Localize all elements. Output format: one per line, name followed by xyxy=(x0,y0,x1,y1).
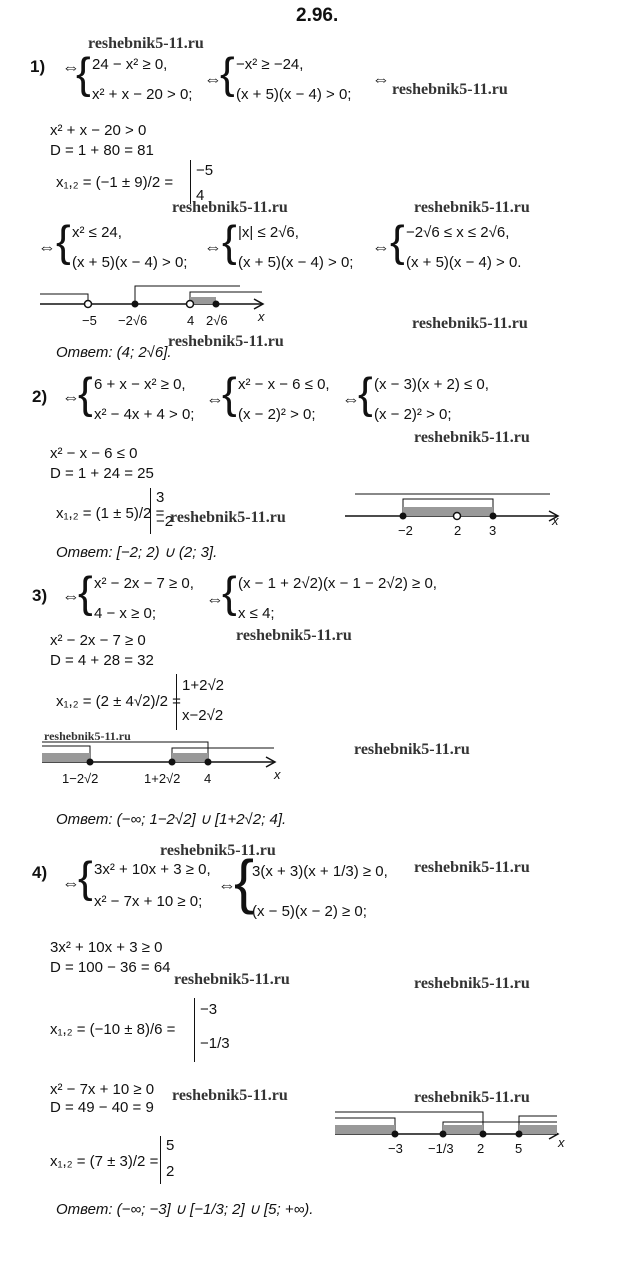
watermark: reshebnik5-11.ru xyxy=(88,35,204,52)
watermark: reshebnik5-11.ru xyxy=(414,1089,530,1106)
p1-root-2: 4 xyxy=(196,187,205,204)
system-brace: { xyxy=(78,369,93,418)
p1-sys2-line2: (x + 5)(x − 4) > 0; xyxy=(236,86,352,103)
iff-symbol: ⇔ xyxy=(204,237,222,257)
p1-work-line2: D = 1 + 80 = 81 xyxy=(50,142,154,159)
p2-sys2-line1: x² − x − 6 ≤ 0, xyxy=(238,376,330,393)
p4-root2-2: 2 xyxy=(166,1163,175,1180)
roots-bar xyxy=(176,674,177,730)
p4-work1-line2: D = 100 − 36 = 64 xyxy=(50,959,171,976)
watermark: reshebnik5-11.ru xyxy=(392,81,508,98)
problem-1-number: 1) xyxy=(30,57,46,76)
problem-3-number: 3) xyxy=(32,586,48,605)
p2-roots-label: x₁,₂ = (1 ± 5)/2 = xyxy=(56,505,165,522)
p1-work-line1: x² + x − 20 > 0 xyxy=(50,122,147,139)
page-title: 2.96. xyxy=(296,5,339,26)
p4-number-line xyxy=(335,1108,575,1144)
iff-symbol: ⇔ xyxy=(372,69,390,89)
axis-tick-label: 2 xyxy=(477,1141,485,1156)
p4-sys1-line1: 3x² + 10x + 3 ≥ 0, xyxy=(94,861,211,878)
p3-root-2: x−2√2 xyxy=(182,707,224,724)
axis-tick-label: −3 xyxy=(388,1141,403,1156)
system-brace: { xyxy=(222,369,237,418)
problem-4-number: 4) xyxy=(32,863,48,882)
axis-point-closed xyxy=(132,301,139,308)
system-brace: { xyxy=(222,568,237,617)
p1-sys4-line1: |x| ≤ 2√6, xyxy=(238,224,299,241)
p2-sys2-line2: (x − 2)² > 0; xyxy=(238,406,316,423)
axis-point-closed xyxy=(205,759,212,766)
p2-work-line2: D = 1 + 24 = 25 xyxy=(50,465,154,482)
p4-root1-2: −1/3 xyxy=(200,1035,230,1052)
roots-bar xyxy=(160,1136,161,1184)
p2-sys1-line1: 6 + x − x² ≥ 0, xyxy=(94,376,186,393)
p3-roots-label: x₁,₂ = (2 ± 4√2)/2 = xyxy=(56,693,181,710)
p2-sys3-line1: (x − 3)(x + 2) ≤ 0, xyxy=(374,376,489,393)
axis-point-closed xyxy=(400,513,407,520)
p2-root-2: −2 xyxy=(156,513,174,530)
p3-root-1: 1+2√2 xyxy=(182,677,225,694)
p1-answer: Ответ: (4; 2√6]. xyxy=(56,344,172,361)
p1-root-1: −5 xyxy=(196,162,214,179)
p4-work2-line1: x² − 7x + 10 ≥ 0 xyxy=(50,1081,155,1098)
axis-tick-label: −1/3 xyxy=(428,1141,454,1156)
iff-symbol: ⇔ xyxy=(204,69,222,89)
system-brace: { xyxy=(78,568,93,617)
p1-sys4-line2: (x + 5)(x − 4) > 0; xyxy=(238,254,354,271)
p2-answer: Ответ: [−2; 2) ∪ (2; 3]. xyxy=(56,544,218,561)
watermark: reshebnik5-11.ru xyxy=(414,975,530,992)
axis-tick-label: 5 xyxy=(515,1141,523,1156)
system-brace: { xyxy=(390,217,405,266)
roots-bar xyxy=(194,998,195,1062)
p3-sys1-line1: x² − 2x − 7 ≥ 0, xyxy=(94,575,194,592)
axis-point-closed xyxy=(87,759,94,766)
watermark: reshebnik5-11.ru xyxy=(170,509,286,526)
watermark: reshebnik5-11.ru xyxy=(414,859,530,876)
system-brace: { xyxy=(220,49,235,98)
p4-root1-1: −3 xyxy=(200,1001,218,1018)
axis-point-closed xyxy=(516,1131,523,1138)
p1-number-line xyxy=(40,282,280,322)
iff-symbol: ⇔ xyxy=(342,389,360,409)
watermark: reshebnik5-11.ru xyxy=(412,315,528,332)
watermark: reshebnik5-11.ru xyxy=(414,199,530,216)
iff-symbol: ⇔ xyxy=(372,237,390,257)
p2-root-1: 3 xyxy=(156,489,165,506)
watermark: reshebnik5-11.ru xyxy=(354,741,470,758)
iff-symbol: ⇔ xyxy=(62,57,80,77)
axis-tick-label: 1+2√2 xyxy=(144,771,181,786)
problem-2-number: 2) xyxy=(32,387,48,406)
p1-sys1-line1: 24 − x² ≥ 0, xyxy=(92,56,168,73)
p4-answer: Ответ: (−∞; −3] ∪ [−1/3; 2] ∪ [5; +∞). xyxy=(56,1201,314,1218)
roots-bar xyxy=(150,488,151,534)
axis-tick-label: −2 xyxy=(398,523,413,538)
watermark: reshebnik5-11.ru xyxy=(168,333,284,350)
p4-roots2-label: x₁,₂ = (7 ± 3)/2 = xyxy=(50,1153,159,1170)
watermark: reshebnik5-11.ru xyxy=(414,429,530,446)
p1-sys1-line2: x² + x − 20 > 0; xyxy=(92,86,193,103)
axis-point-open xyxy=(187,301,194,308)
axis-tick-label: 2 xyxy=(454,523,462,538)
axis-tick-label: −5 xyxy=(82,313,97,328)
roots-bar xyxy=(190,160,191,204)
axis-point-closed xyxy=(490,513,497,520)
iff-symbol: ⇔ xyxy=(62,873,80,893)
p3-sys2-line1: (x − 1 + 2√2)(x − 1 − 2√2) ≥ 0, xyxy=(238,575,437,592)
system-brace: { xyxy=(234,848,255,915)
axis-point-closed xyxy=(440,1131,447,1138)
p4-sys2-line2: (x − 5)(x − 2) ≥ 0; xyxy=(252,903,367,920)
system-brace: { xyxy=(56,217,71,266)
p3-sys2-line2: x ≤ 4; xyxy=(238,605,275,622)
iff-symbol: ⇔ xyxy=(206,589,224,609)
p1-sys5-line2: (x + 5)(x − 4) > 0. xyxy=(406,254,522,271)
p3-number-line xyxy=(42,738,292,772)
p1-roots-label: x₁,₂ = (−1 ± 9)/2 = xyxy=(56,174,174,191)
axis-tick-label: 4 xyxy=(204,771,212,786)
axis-point-closed xyxy=(392,1131,399,1138)
axis-point-closed xyxy=(169,759,176,766)
watermark: reshebnik5-11.ru xyxy=(160,842,276,859)
p3-work-line2: D = 4 + 28 = 32 xyxy=(50,652,154,669)
system-brace: { xyxy=(222,217,237,266)
axis-variable-label: x xyxy=(558,1135,565,1150)
p3-work-line1: x² − 2x − 7 ≥ 0 xyxy=(50,632,146,649)
watermark: reshebnik5-11.ru xyxy=(172,1087,288,1104)
system-brace: { xyxy=(78,853,93,902)
axis-tick-label: −2√6 xyxy=(118,313,148,328)
p4-root2-1: 5 xyxy=(166,1137,175,1154)
axis-tick-label: 4 xyxy=(187,313,195,328)
p1-sys5-line1: −2√6 ≤ x ≤ 2√6, xyxy=(406,224,510,241)
axis-tick-label: 1−2√2 xyxy=(62,771,99,786)
p1-sys3-line2: (x + 5)(x − 4) > 0; xyxy=(72,254,188,271)
p4-work2-line2: D = 49 − 40 = 9 xyxy=(50,1099,154,1116)
watermark: reshebnik5-11.ru xyxy=(236,627,352,644)
axis-variable-label: x xyxy=(258,309,265,324)
p2-sys3-line2: (x − 2)² > 0; xyxy=(374,406,452,423)
p3-answer: Ответ: (−∞; 1−2√2] ∪ [1+2√2; 4]. xyxy=(56,811,287,828)
p1-sys3-line1: x² ≤ 24, xyxy=(72,224,122,241)
axis-variable-label: x xyxy=(274,767,281,782)
iff-symbol: ⇔ xyxy=(62,387,80,407)
axis-point-closed xyxy=(213,301,220,308)
iff-symbol: ⇔ xyxy=(62,586,80,606)
system-brace: { xyxy=(358,369,373,418)
watermark: reshebnik5-11.ru xyxy=(174,971,290,988)
watermark: reshebnik5-11.ru xyxy=(44,729,131,743)
p2-number-line xyxy=(345,490,575,526)
watermark: reshebnik5-11.ru xyxy=(172,199,288,216)
iff-symbol: ⇔ xyxy=(218,875,236,895)
p3-sys1-line2: 4 − x ≥ 0; xyxy=(94,605,157,622)
p2-sys1-line2: x² − 4x + 4 > 0; xyxy=(94,406,195,423)
axis-variable-label: x xyxy=(552,513,559,528)
axis-point-open xyxy=(85,301,92,308)
axis-tick-label: 2√6 xyxy=(206,313,228,328)
p4-work1-line1: 3x² + 10x + 3 ≥ 0 xyxy=(50,939,163,956)
iff-symbol: ⇔ xyxy=(206,389,224,409)
axis-point-closed xyxy=(480,1131,487,1138)
p1-sys2-line1: −x² ≥ −24, xyxy=(236,56,304,73)
p2-work-line1: x² − x − 6 ≤ 0 xyxy=(50,445,138,462)
iff-symbol: ⇔ xyxy=(38,237,56,257)
axis-point-open xyxy=(454,513,461,520)
p4-roots1-label: x₁,₂ = (−10 ± 8)/6 = xyxy=(50,1021,176,1038)
axis-tick-label: 3 xyxy=(489,523,497,538)
system-brace: { xyxy=(76,49,91,98)
p4-sys2-line1: 3(x + 3)(x + 1/3) ≥ 0, xyxy=(252,863,388,880)
p4-sys1-line2: x² − 7x + 10 ≥ 0; xyxy=(94,893,203,910)
